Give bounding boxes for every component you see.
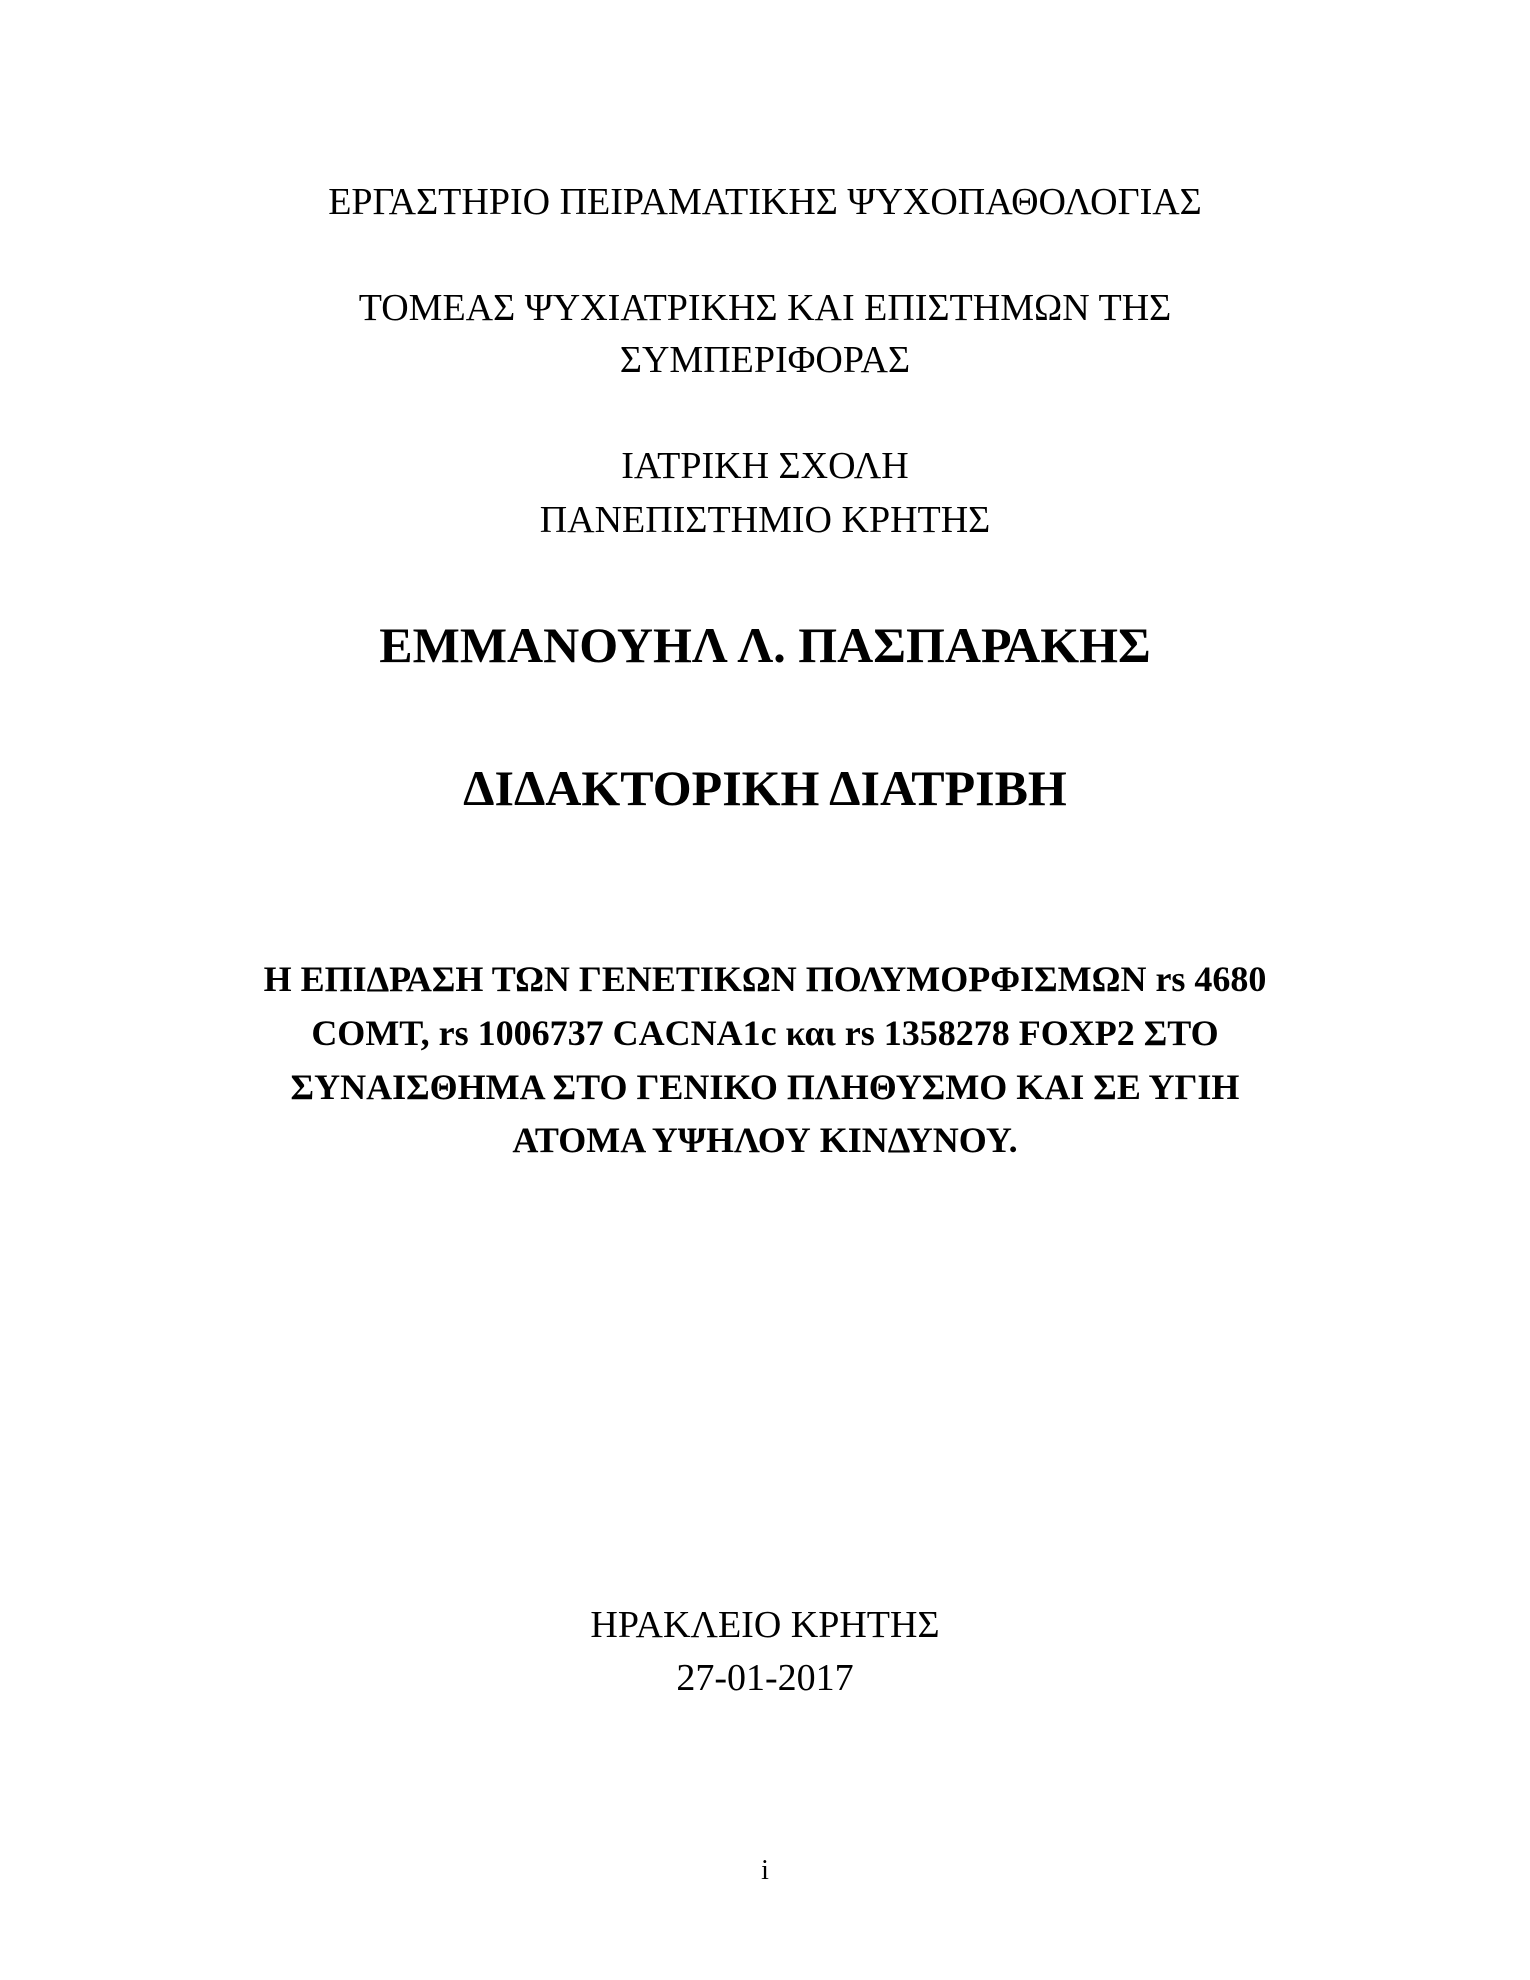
thesis-title-line-3: ΣΥΝΑΙΣΘΗΜΑ ΣΤΟ ΓΕΝΙΚΟ ΠΛΗΘΥΣΜΟ ΚΑΙ ΣΕ ΥΓΙΗ — [290, 1067, 1240, 1107]
thesis-title-line-1: Η ΕΠΙΔΡΑΣΗ ΤΩΝ ΓΕΝΕΤΙΚΩΝ ΠΟΛΥΜΟΡΦΙΣΜΩΝ rs 4680 — [263, 959, 1267, 999]
author-name: ΕΜΜΑΝΟΥΗΛ Λ. ΠΑΣΠΑΡΑΚΗΣ — [379, 617, 1151, 673]
page-number: i — [761, 1855, 769, 1886]
place: ΗΡΑΚΛΕΙΟ ΚΡΗΤΗΣ — [590, 1604, 940, 1646]
thesis-title-line-4: ΑΤΟΜΑ ΥΨΗΛΟΥ ΚΙΝΔΥΝΟΥ. — [512, 1120, 1018, 1160]
department-line-1: ΤΟΜΕΑΣ ΨΥΧΙΑΤΡΙΚΗΣ ΚΑΙ ΕΠΙΣΤΗΜΩΝ ΤΗΣ — [358, 287, 1172, 329]
department-line-2: ΣΥΜΠΕΡΙΦΟΡΑΣ — [619, 339, 911, 381]
thesis-title-line-2: COMT, rs 1006737 CACNA1c και rs 1358278 FOXP2 ΣΤΟ — [311, 1013, 1219, 1053]
lab-name: ΕΡΓΑΣΤΗΡΙΟ ΠΕΙΡΑΜΑΤΙΚΗΣ ΨΥΧΟΠΑΘΟΛΟΓΙΑΣ — [328, 181, 1202, 223]
document-type: ΔΙΔΑΚΤΟΡΙΚΗ ΔΙΑΤΡΙΒΗ — [463, 760, 1067, 816]
school-name: ΙΑΤΡΙΚΗ ΣΧΟΛΗ — [621, 445, 909, 487]
date: 27-01-2017 — [676, 1657, 854, 1699]
university-name: ΠΑΝΕΠΙΣΤΗΜΙΟ ΚΡΗΤΗΣ — [539, 499, 991, 541]
